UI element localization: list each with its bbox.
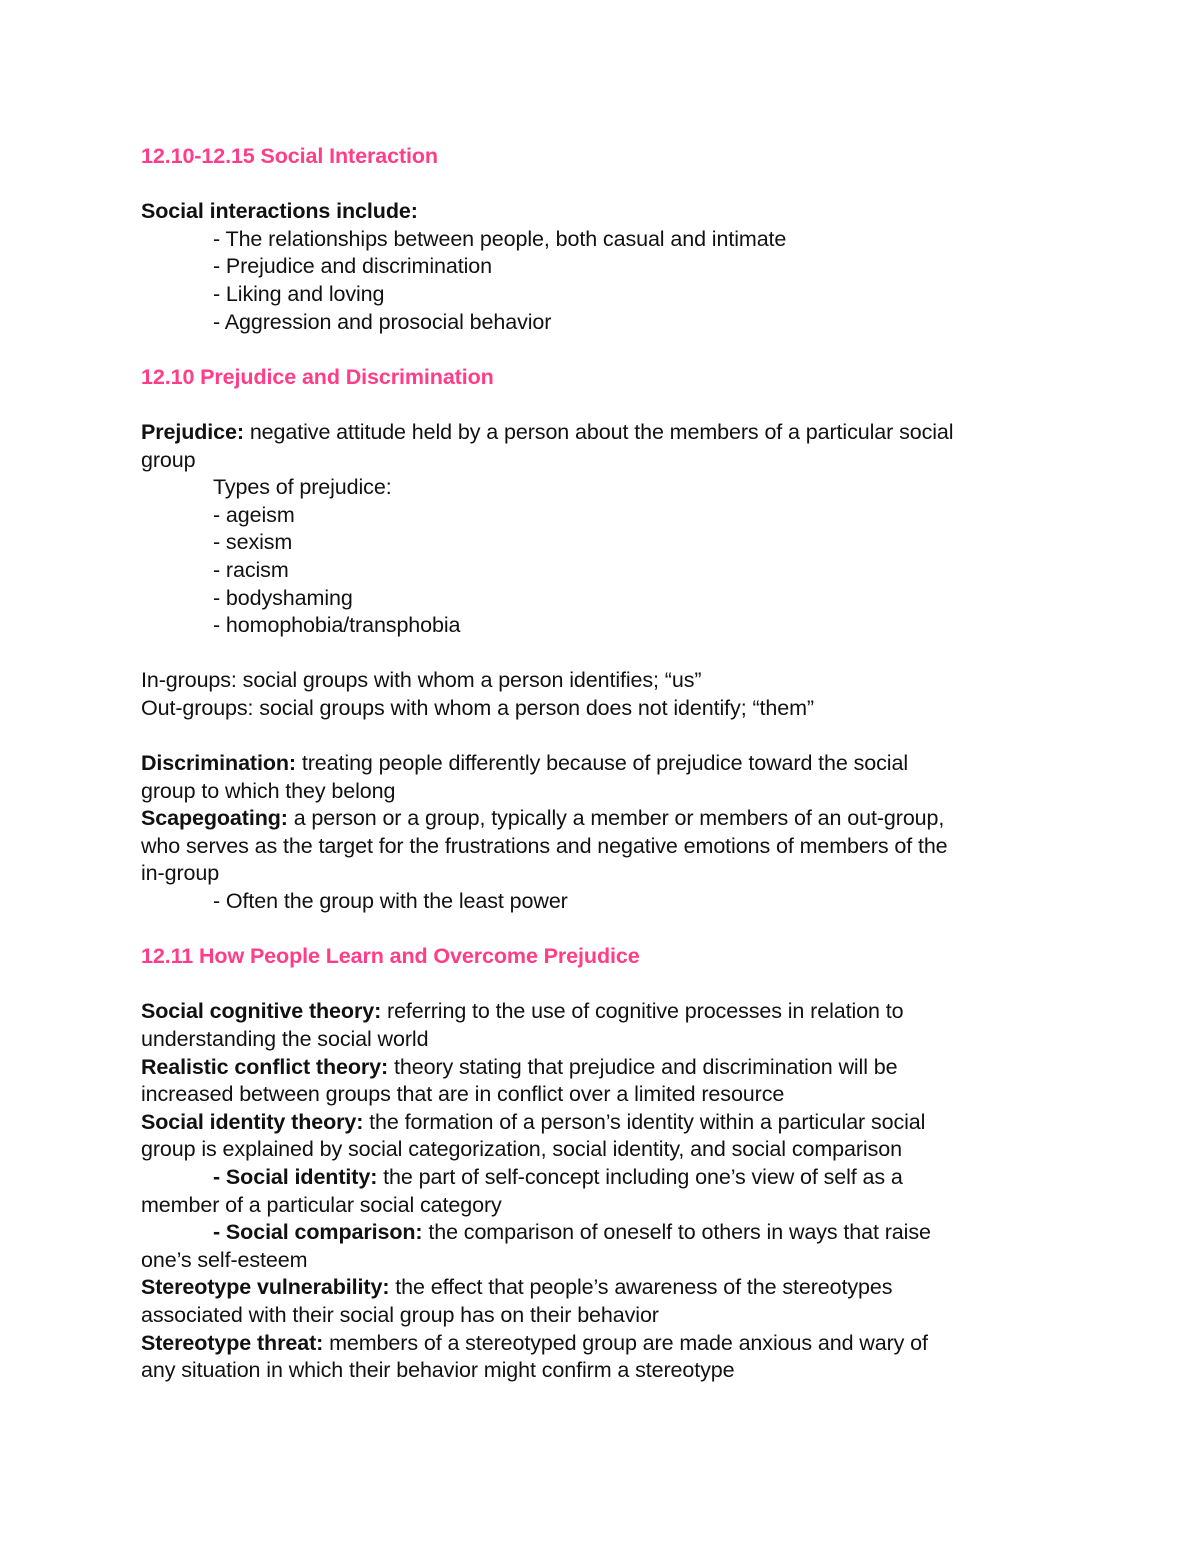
social-cognitive-theory-term: Social cognitive theory: bbox=[141, 999, 382, 1024]
section-heading-social-interaction: 12.10-12.15 Social Interaction bbox=[141, 144, 438, 168]
spacer bbox=[141, 722, 1081, 750]
discrimination-definition bbox=[141, 750, 1081, 778]
stereotype-vulnerability-term: Stereotype vulnerability: bbox=[141, 1275, 390, 1300]
spacer bbox=[141, 336, 1081, 364]
list-item: - bodyshaming bbox=[213, 585, 353, 610]
social-identity-def-text: the part of self-concept including one’s view of self as a bbox=[377, 1164, 903, 1189]
realistic-conflict-theory-def-continued: increased between groups that are in conflict over a limited resource bbox=[141, 1082, 785, 1107]
scapegoating-term: Scapegoating: bbox=[141, 806, 288, 831]
stereotype-threat-definition bbox=[141, 1330, 1081, 1358]
discrimination-term: Discrimination: bbox=[141, 751, 296, 776]
social-identity-def-continued: member of a particular social category bbox=[141, 1192, 502, 1217]
list-item: - Aggression and prosocial behavior bbox=[213, 309, 552, 334]
social-identity-theory-term: Social identity theory: bbox=[141, 1109, 364, 1134]
spacer bbox=[141, 640, 1081, 668]
stereotype-threat-def-text: members of a stereotyped group are made anxious and wary of bbox=[323, 1330, 928, 1355]
realistic-conflict-theory-def-text: theory stating that prejudice and discrimination will be bbox=[388, 1054, 898, 1079]
list-item: - The relationships between people, both casual and intimate bbox=[213, 226, 787, 251]
list-item: - ageism bbox=[213, 502, 295, 527]
stereotype-threat-def-continued: any situation in which their behavior might confirm a stereotype bbox=[141, 1358, 735, 1383]
social-comparison-term: - Social comparison: bbox=[213, 1220, 423, 1245]
list-item: - Liking and loving bbox=[213, 281, 385, 306]
spacer bbox=[141, 916, 1081, 944]
scapegoating-definition bbox=[141, 805, 1081, 833]
social-identity-term: - Social identity: bbox=[213, 1164, 378, 1189]
discrimination-def-continued: group to which they belong bbox=[141, 778, 396, 803]
prejudice-definition bbox=[141, 419, 1081, 447]
list-item: - sexism bbox=[213, 530, 293, 555]
social-comparison-definition bbox=[141, 1219, 1081, 1247]
social-comparison-def-continued: one’s self-esteem bbox=[141, 1247, 308, 1272]
social-identity-definition bbox=[141, 1164, 1081, 1192]
spacer bbox=[141, 971, 1081, 999]
social-comparison-def-text: the comparison of oneself to others in ways that raise bbox=[422, 1220, 931, 1245]
scapegoating-def-text: a person or a group, typically a member or members of an out-group, bbox=[287, 806, 945, 831]
prejudice-types-label: Types of prejudice: bbox=[213, 475, 392, 500]
list-item: - Prejudice and discrimination bbox=[213, 254, 493, 279]
prejudice-term: Prejudice: bbox=[141, 419, 244, 444]
scapegoating-def-continued: who serves as the target for the frustrations and negative emotions of members of the bbox=[141, 833, 948, 858]
stereotype-threat-term: Stereotype threat: bbox=[141, 1330, 324, 1355]
out-groups-definition: Out-groups: social groups with whom a person does not identify; “them” bbox=[141, 695, 814, 720]
social-identity-theory-definition bbox=[141, 1109, 1081, 1137]
document-content bbox=[141, 143, 1081, 1385]
list-item: - racism bbox=[213, 557, 289, 582]
spacer bbox=[141, 391, 1081, 419]
social-identity-theory-def-text: the formation of a person’s identity within a particular social bbox=[363, 1109, 926, 1134]
social-cognitive-theory-def-text: referring to the use of cognitive processes in relation to bbox=[381, 999, 904, 1024]
scapegoating-note: - Often the group with the least power bbox=[213, 889, 568, 914]
section-heading-learn-overcome-prejudice: 12.11 How People Learn and Overcome Prejudice bbox=[141, 944, 640, 969]
stereotype-vulnerability-definition bbox=[141, 1274, 1081, 1302]
prejudice-def-text: negative attitude held by a person about the members of a particular social bbox=[243, 419, 954, 444]
social-identity-theory-def-continued: group is explained by social categorization, social identity, and social comparison bbox=[141, 1137, 902, 1162]
list-item: - homophobia/transphobia bbox=[213, 613, 461, 638]
social-interactions-intro: Social interactions include: bbox=[141, 199, 418, 224]
prejudice-def-continued: group bbox=[141, 447, 196, 472]
social-cognitive-theory-definition bbox=[141, 998, 1081, 1026]
section-heading-prejudice-discrimination: 12.10 Prejudice and Discrimination bbox=[141, 364, 494, 389]
spacer bbox=[141, 171, 1081, 199]
scapegoating-def-continued: in-group bbox=[141, 861, 220, 886]
discrimination-def-text: treating people differently because of prejudice toward the social bbox=[296, 751, 909, 776]
realistic-conflict-theory-term: Realistic conflict theory: bbox=[141, 1054, 389, 1079]
realistic-conflict-theory-definition bbox=[141, 1054, 1081, 1082]
in-groups-definition: In-groups: social groups with whom a person identifies; “us” bbox=[141, 668, 702, 693]
social-cognitive-theory-def-continued: understanding the social world bbox=[141, 1027, 429, 1051]
stereotype-vulnerability-def-continued: associated with their social group has on their behavior bbox=[141, 1302, 659, 1327]
stereotype-vulnerability-def-text: the effect that people’s awareness of the stereotypes bbox=[389, 1275, 893, 1300]
